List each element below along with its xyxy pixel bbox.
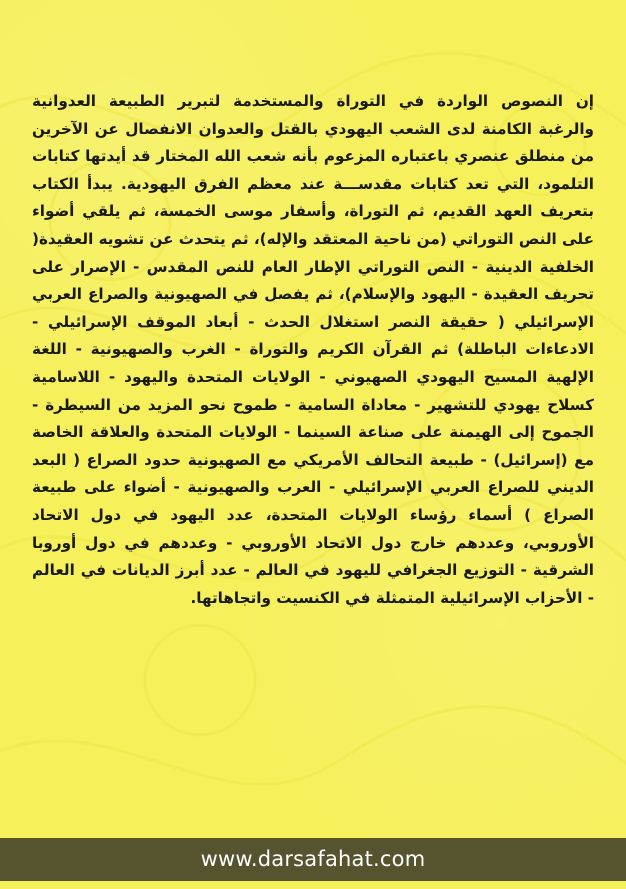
back-cover-blurb: إن النصوص الواردة في التوراة والمستخدمة لتبرير الطبيعة العدوانية والرغبة الكامنة لدى الشعب اليهودي بالقتل والعدوان الانفصال عن الآخرين من منطلق عنصري باعتباره المزعوم بأنه شعب الله المختار قد أيدتها كتابات التلمود، التي تعد كتابات مقدســـة عند معظم الفرق اليهودية. يبدأ الكتاب بتعريف العهد القديم، ثم التوراة، وأسفار موسى الخمسة، ثم يلقي أضواء على النص التوراتي (من ناحية المعتقد والإله)، ثم يتحدث عن تشويه العقيدة( الخلفية الدينية - النص التوراتي الإطار العام للنص المقدس - الإصرار على تحريف العقيدة - اليهود والإسلام)، ثم يفصل في الصهيونية والصراع العربي الإسرائيلي ( حقيقة النصر استغلال الحدث - أبعاد الموقف الإسرائيلي - الادعاءات الباطلة) ثم القرآن الكريم والتوراة - الغرب والصهيونية - اللغة الإلهية المسيح اليهودي الصهيوني - الولايات المتحدة واليهود - اللاسامية كسلاح يهودي للتشهير - معاداة السامية - طموح نحو المزيد من السيطرة - الجموح إلى الهيمنة على صناعة السينما - الولايات المتحدة والعلاقة الخاصة مع (إسرائيل) - طبيعة التحالف الأمريكي مع الصهيونية حدود الصراع ( البعد الديني للصراع العربي الإسرائيلي - العرب والصهيونية - أضواء على طبيعة الصراع ) أسماء رؤساء الولايات المتحدة، عدد اليهود في دول الاتحاد الأوروبي، وعددهم خارج دول الاتحاد الأوروبي - وعددهم في دول أوروبا الشرقية - التوزيع الجغرافي لليهود في العالم - عدد أبرز الديانات في العالم - الأحزاب الإسرائيلية المتمثلة في الكنسيت واتجاهاتها.	[32, 92, 594, 607]
bottom-edge	[0, 881, 626, 889]
footer-bar	[0, 838, 626, 881]
publisher-website-url[interactable]: www.darsafahat.com	[200, 847, 426, 871]
